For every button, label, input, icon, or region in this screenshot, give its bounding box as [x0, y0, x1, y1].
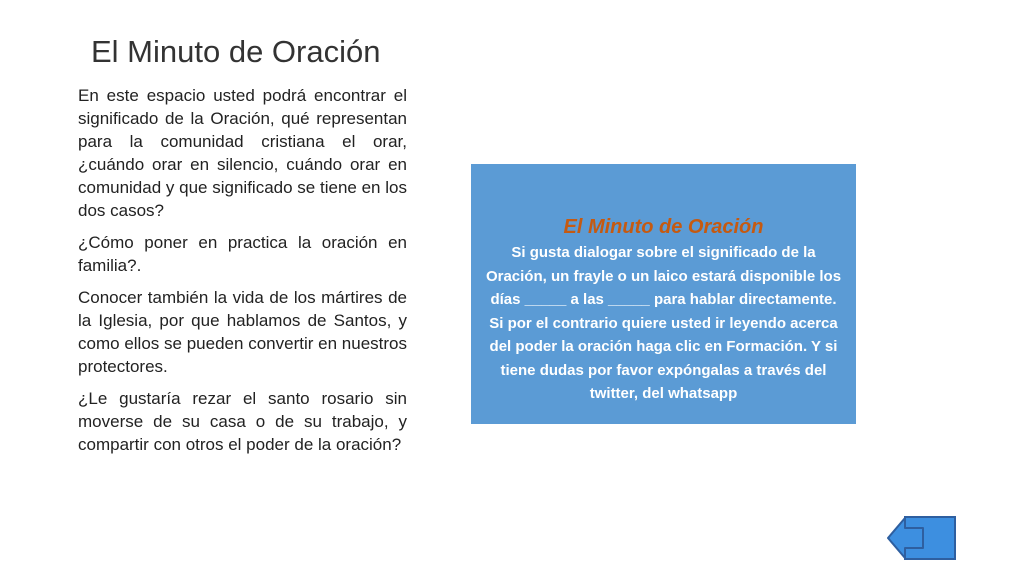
- paragraph-2: ¿Cómo poner en practica la oración en familia?.: [78, 233, 407, 275]
- paragraph-1: En este espacio usted podrá encontrar el significado de la Oración, qué representan para la comunidad cristiana el orar, ¿cuándo orar en silencio, cuándo orar en comunidad y que significado se tiene en los dos casos?: [78, 86, 407, 220]
- body-text: [78, 84, 407, 465]
- paragraph-4: ¿Le gustaría rezar el santo rosario sin moverse de su casa o de su trabajo, y compartir con otros el poder de la oración?: [78, 389, 407, 454]
- info-box: [471, 164, 856, 424]
- info-box-text: Si gusta dialogar sobre el significado de la Oración, un frayle o un laico estará disponible los días _____ a las _____ para hablar directamente. Si por el contrario quiere usted ir leyendo acerca del poder la oración haga clic en Formación. Y si tiene dudas por favor expóngalas a través del twitter, del whatsapp: [485, 244, 842, 402]
- back-arrow-icon: [885, 516, 957, 560]
- paragraph-3: Conocer también la vida de los mártires de la Iglesia, por que hablamos de Santos, y como ellos se pueden convertir en nuestros protectores.: [78, 288, 407, 376]
- back-button[interactable]: [885, 516, 957, 560]
- info-box-title: El Minuto de Oración: [563, 216, 764, 238]
- slide-title: El Minuto de Oración: [91, 34, 381, 69]
